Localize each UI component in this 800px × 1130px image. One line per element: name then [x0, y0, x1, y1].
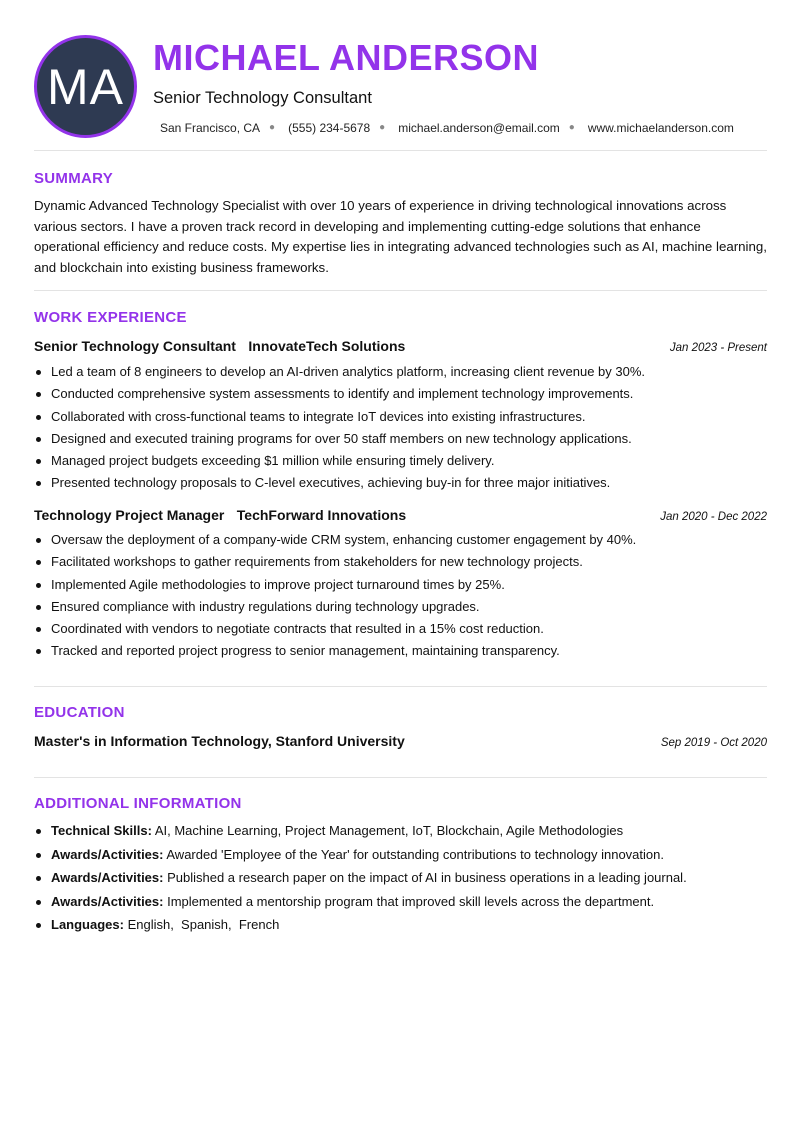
contact-website[interactable]: www.michaelanderson.com: [587, 121, 734, 135]
list-item: Implemented Agile methodologies to improve project turnaround times by 25%.: [51, 577, 767, 593]
job-company: TechForward Innovations: [236, 507, 407, 523]
job-dates: Jan 2023 - Present: [669, 342, 767, 354]
list-item: [51, 823, 767, 839]
item-label: Languages:: [51, 917, 124, 932]
additional-info-heading: ADDITIONAL INFORMATION: [34, 795, 242, 812]
item-text: Implemented a mentorship program that improved skill levels across the department.: [163, 893, 655, 909]
list-item: [51, 870, 767, 886]
list-item: Led a team of 8 engineers to develop an AI-driven analytics platform, increasing client revenue by 30%.: [51, 364, 767, 380]
item-text: English, Spanish, French: [123, 917, 280, 932]
job-bullets: [51, 364, 767, 498]
contact-phone[interactable]: (555) 234-5678: [288, 121, 371, 135]
list-item: Facilitated workshops to gather requirements from stakeholders for new technology projects.: [51, 554, 767, 570]
summary-heading: SUMMARY: [34, 170, 114, 187]
item-text: Awarded 'Employee of the Year' for outstanding contributions to technology innovation.: [163, 846, 664, 862]
candidate-title: Senior Technology Consultant: [153, 89, 372, 107]
list-item: Collaborated with cross-functional teams to integrate IoT devices into existing infrastructures.: [51, 409, 767, 425]
list-item: [51, 894, 767, 910]
contact-location: San Francisco, CA: [160, 121, 261, 135]
job-dates: Jan 2020 - Dec 2022: [660, 511, 767, 523]
job-company: InnovateTech Solutions: [248, 338, 406, 354]
job-bullets: [51, 532, 767, 666]
education-entry: [34, 732, 767, 752]
education-heading: EDUCATION: [34, 704, 125, 721]
contact-bar: [160, 120, 744, 136]
avatar-initials: MA: [47, 58, 124, 115]
list-item: Presented technology proposals to C-level executives, achieving buy-in for three major initiatives.: [51, 475, 767, 491]
item-label: Awards/Activities:: [51, 846, 164, 862]
list-item: Designed and executed training programs for over 50 staff members on new technology applications.: [51, 431, 767, 447]
job-title: Senior Technology Consultant: [34, 338, 236, 354]
divider: [34, 290, 767, 291]
divider: [34, 150, 767, 151]
item-text: AI, Machine Learning, Project Management, IoT, Blockchain, Agile Methodologies: [151, 823, 624, 838]
item-label: Awards/Activities:: [51, 893, 164, 909]
list-item: Tracked and reported project progress to senior management, maintaining transparency.: [51, 643, 767, 659]
divider: [34, 686, 767, 687]
bullet-separator: ●: [568, 122, 575, 133]
work-experience-heading: WORK EXPERIENCE: [34, 309, 187, 326]
education-dates: Sep 2019 - Oct 2020: [660, 737, 767, 749]
item-text: Published a research paper on the impact of AI in business operations in a leading journal.: [163, 870, 687, 885]
job-title: Technology Project Manager: [34, 507, 225, 523]
divider: [34, 777, 767, 778]
list-item: Managed project budgets exceeding $1 million while ensuring timely delivery.: [51, 453, 767, 469]
candidate-name: MICHAEL ANDERSON: [153, 37, 540, 78]
additional-info-list: [51, 823, 767, 941]
list-item: Ensured compliance with industry regulations during technology upgrades.: [51, 599, 767, 615]
list-item: [51, 917, 767, 933]
bullet-separator: ●: [269, 122, 276, 133]
list-item: [51, 847, 767, 863]
list-item: Coordinated with vendors to negotiate contracts that resulted in a 15% cost reduction.: [51, 621, 767, 637]
education-degree: Master's in Information Technology, Stanford University: [34, 733, 405, 749]
job-header: [34, 506, 767, 526]
item-label: Technical Skills:: [51, 823, 152, 838]
list-item: Oversaw the deployment of a company-wide CRM system, enhancing customer engagement by 40%.: [51, 532, 767, 548]
list-item: Conducted comprehensive system assessments to identify and implement technology improvements.: [51, 386, 767, 402]
job-header: [34, 337, 767, 357]
bullet-separator: ●: [379, 122, 386, 133]
summary-text: Dynamic Advanced Technology Specialist with over 10 years of experience in driving technological innovations across various sectors. I have a proven track record in developing and implementing cutting-edge solutions that enhance operational efficiency and reduce costs. My expertise lies in integrating advanced technologies such as AI, machine learning, and blockchain into existing business frameworks.: [34, 198, 767, 275]
avatar: [34, 35, 137, 138]
item-label: Awards/Activities:: [51, 870, 164, 885]
contact-email[interactable]: michael.anderson@email.com: [398, 121, 560, 135]
